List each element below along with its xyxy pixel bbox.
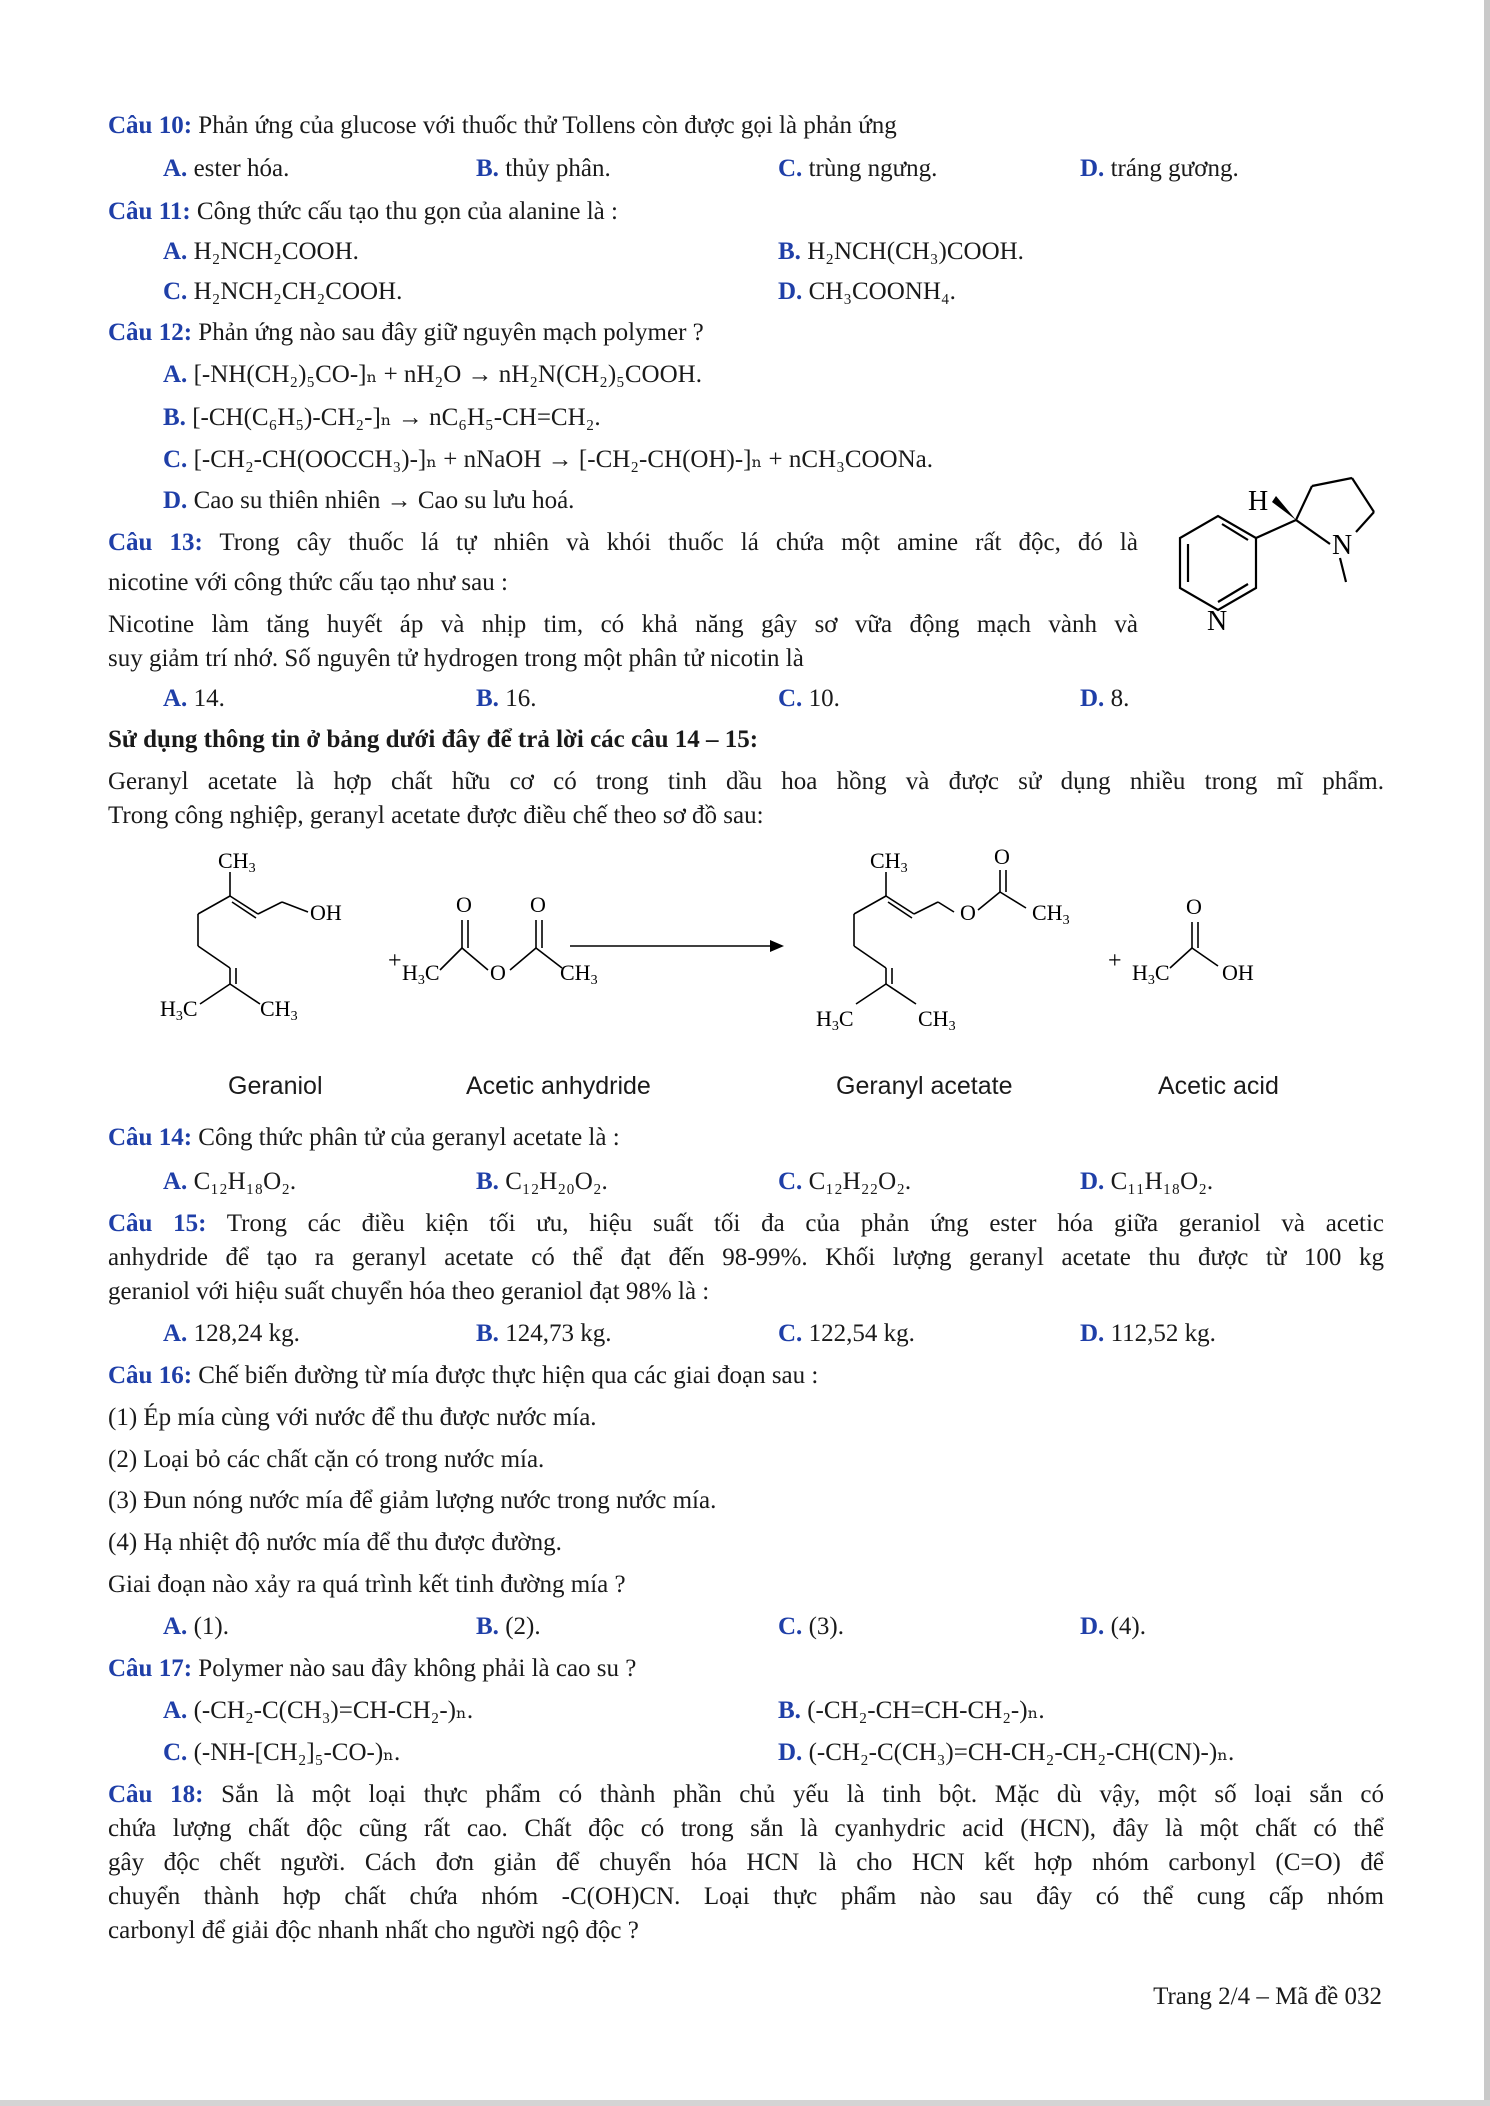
svg-text:O: O (1186, 894, 1202, 919)
reaction-scheme (160, 844, 1330, 1050)
q17-option-d[interactable]: D. (-CH₂-C(CH₃)=CH-CH₂-CH₂-CH(CN)-)ₙ. (778, 1739, 1235, 1766)
q13-label: Câu 13: (108, 529, 203, 556)
q11-stem (108, 196, 1384, 228)
q16-step-4: (4) Hạ nhiệt độ nước mía để thu được đường. (108, 1529, 562, 1556)
q11-option-d[interactable]: D. CH₃COONH₄. (778, 278, 956, 305)
q11-option-a[interactable]: A. H₂NCH₂COOH. (163, 238, 359, 265)
page-edge-right (1484, 0, 1490, 2106)
q10-label: Câu 10: (108, 112, 193, 139)
caption-acetic-acid: Acetic acid (1158, 1072, 1279, 1100)
q12-option-a[interactable]: A. [-NH(CH₂)₅CO-]ₙ + nH₂O → nH₂N(CH₂)₅COOH. (163, 361, 702, 388)
q17-option-b[interactable]: B. (-CH₂-CH=CH-CH₂-)ₙ. (778, 1697, 1045, 1724)
q11-label: Câu 11: (108, 198, 191, 225)
svg-text:+: + (388, 948, 402, 974)
svg-text:O: O (960, 900, 976, 925)
q18-label: Câu 18: (108, 1781, 204, 1808)
q13-stem-line3: Nicotine làm tăng huyết áp và nhịp tim, có khả năng gây sơ vữa động mạch vành và (108, 611, 1138, 638)
q13-option-b[interactable]: B. 16. (476, 685, 537, 712)
q11-option-b[interactable]: B. H₂NCH(CH₃)COOH. (778, 238, 1024, 265)
q13-stem-line4: suy giảm trí nhớ. Số nguyên tử hydrogen trong một phân tử nicotin là (108, 645, 804, 672)
q18-stem-line1: Câu 18: Sắn là một loại thực phẩm có thành phần chủ yếu là tinh bột. Mặc dù vậy, một số loại sắn có (108, 1781, 1384, 1808)
q12-option-c[interactable]: C. [-CH₂-CH(OOCCH₃)-]ₙ + nNaOH → [-CH₂-CH(OH)-]ₙ + nCH₃COONa. (163, 446, 934, 473)
q15-option-b[interactable]: B. 124,73 kg. (476, 1320, 612, 1347)
q17-option-a[interactable]: A. (-CH₂-C(CH₃)=CH-CH₂-)ₙ. (163, 1697, 474, 1724)
q10-stem (108, 110, 1384, 142)
q16-step-1: (1) Ép mía cùng với nước để thu được nước mía. (108, 1404, 597, 1431)
q10-text: Phản ứng của glucose với thuốc thử Tollens còn được gọi là phản ứng (198, 112, 897, 139)
q15-option-c[interactable]: C. 122,54 kg. (778, 1320, 915, 1347)
svg-text:H3C: H3C (402, 960, 440, 988)
svg-text:OH: OH (1222, 960, 1254, 985)
caption-acetic-anhydride: Acetic anhydride (466, 1072, 651, 1100)
caption-geranyl-acetate: Geranyl acetate (836, 1072, 1013, 1100)
q13-option-a[interactable]: A. 14. (163, 685, 225, 712)
q17-label: Câu 17: (108, 1655, 193, 1682)
svg-text:CH3: CH3 (260, 996, 298, 1024)
q16-question: Giai đoạn nào xảy ra quá trình kết tinh đường mía ? (108, 1571, 626, 1598)
info-line2: Trong công nghiệp, geranyl acetate được điều chế theo sơ đồ sau: (108, 802, 764, 829)
caption-geraniol: Geraniol (228, 1072, 323, 1100)
q18-stem-line3: gây độc chết người. Cách đơn giản để chuyển hóa HCN là cho HCN kết hợp nhóm carbonyl (C=O) để (108, 1849, 1384, 1876)
q10-option-d[interactable]: D. tráng gương. (1080, 155, 1239, 182)
q13-stem-line1: Câu 13: Trong cây thuốc lá tự nhiên và khói thuốc lá chứa một amine rất độc, đó là (108, 529, 1138, 556)
svg-text:OH: OH (310, 900, 342, 925)
page-edge-bottom (0, 2100, 1490, 2106)
q14-option-a[interactable]: A. C₁₂H₁₈O₂. (163, 1168, 297, 1195)
q11-option-c[interactable]: C. H₂NCH₂CH₂COOH. (163, 278, 403, 305)
info-line1: Geranyl acetate là hợp chất hữu cơ có trong tinh dầu hoa hồng và được sử dụng nhiều trong mĩ phẩm. (108, 768, 1384, 795)
svg-text:CH3: CH3 (870, 848, 908, 876)
q13-option-c[interactable]: C. 10. (778, 685, 840, 712)
page-footer: Trang 2/4 – Mã đề 032 (1153, 1983, 1382, 2010)
nicotine-structure (1160, 470, 1390, 640)
svg-text:H3C: H3C (816, 1006, 854, 1034)
q14-option-d[interactable]: D. C₁₁H₁₈O₂. (1080, 1168, 1214, 1195)
q15-stem-line2: anhydride để tạo ra geranyl acetate có thể đạt đến 98-99%. Khối lượng geranyl acetate thu được từ 100 kg (108, 1244, 1384, 1271)
q16-label: Câu 16: (108, 1362, 193, 1389)
q16-step-3: (3) Đun nóng nước mía để giảm lượng nước trong nước mía. (108, 1487, 717, 1514)
q18-stem-line4: chuyển thành hợp chất chứa nhóm -C(OH)CN. Loại thực phẩm nào sau đây có thể cung cấp nhóm (108, 1883, 1384, 1910)
q18-stem-line2: chứa lượng chất độc cũng rất cao. Chất độc có trong sắn là cyanhydric acid (HCN), đây là một chất có thể (108, 1815, 1384, 1842)
q12-stem (108, 317, 1384, 349)
q16-option-b[interactable]: B. (2). (476, 1613, 541, 1640)
q15-stem-line1: Câu 15: Trong các điều kiện tối ưu, hiệu suất tối đa của phản ứng ester hóa giữa geraniol và acetic (108, 1210, 1384, 1237)
q15-option-a[interactable]: A. 128,24 kg. (163, 1320, 300, 1347)
svg-text:CH3: CH3 (560, 960, 598, 988)
q17-option-c[interactable]: C. (-NH-[CH₂]₅-CO-)ₙ. (163, 1739, 401, 1766)
nicotine-n-pyridine-label: N (1207, 606, 1228, 637)
svg-text:CH3: CH3 (218, 848, 256, 876)
svg-text:H3C: H3C (160, 996, 198, 1024)
q17-stem: Câu 17: Polymer nào sau đây không phải là cao su ? (108, 1655, 637, 1682)
q16-option-c[interactable]: C. (3). (778, 1613, 844, 1640)
svg-text:CH3: CH3 (918, 1006, 956, 1034)
q10-option-a[interactable]: A. ester hóa. (163, 155, 290, 182)
q12-text: Phản ứng nào sau đây giữ nguyên mạch polymer ? (198, 319, 704, 346)
q10-option-b[interactable]: B. thủy phân. (476, 155, 611, 182)
q13-stem-line2: nicotine với công thức cấu tạo như sau : (108, 569, 508, 596)
q15-stem-line3: geraniol với hiệu suất chuyển hóa theo geraniol đạt 98% là : (108, 1278, 710, 1305)
q14-option-c[interactable]: C. C₁₂H₂₂O₂. (778, 1168, 912, 1195)
q14-label: Câu 14: (108, 1124, 193, 1151)
q16-stem: Câu 16: Chế biến đường từ mía được thực hiện qua các giai đoạn sau : (108, 1362, 819, 1389)
q11-text: Công thức cấu tạo thu gọn của alanine là : (196, 198, 618, 225)
svg-text:CH3: CH3 (1032, 900, 1070, 928)
nicotine-h-label: H (1248, 486, 1269, 517)
q16-option-d[interactable]: D. (4). (1080, 1613, 1146, 1640)
svg-text:O: O (456, 892, 472, 917)
q12-option-d[interactable]: D. Cao su thiên nhiên → Cao su lưu hoá. (163, 487, 575, 514)
q13-option-d[interactable]: D. 8. (1080, 685, 1130, 712)
q10-option-c[interactable]: C. trùng ngưng. (778, 155, 938, 182)
q16-option-a[interactable]: A. (1). (163, 1613, 229, 1640)
svg-text:O: O (530, 892, 546, 917)
svg-text:H3C: H3C (1132, 960, 1170, 988)
svg-text:+: + (1108, 948, 1122, 974)
q18-stem-line5: carbonyl để giải độc nhanh nhất cho người ngộ độc ? (108, 1917, 639, 1944)
info-heading: Sử dụng thông tin ở bảng dưới đây để trả lời các câu 14 – 15: (108, 726, 759, 753)
svg-text:O: O (994, 844, 1010, 869)
q14-option-b[interactable]: B. C₁₂H₂₀O₂. (476, 1168, 608, 1195)
q15-label: Câu 15: (108, 1210, 207, 1237)
q12-option-b[interactable]: B. [-CH(C₆H₅)-CH₂-]ₙ → nC₆H₅-CH=CH₂. (163, 404, 601, 431)
q15-option-d[interactable]: D. 112,52 kg. (1080, 1320, 1216, 1347)
q12-label: Câu 12: (108, 319, 193, 346)
svg-text:O: O (490, 960, 506, 985)
q14-stem: Câu 14: Công thức phân tử của geranyl acetate là : (108, 1124, 620, 1151)
q16-step-2: (2) Loại bỏ các chất cặn có trong nước mía. (108, 1446, 545, 1473)
nicotine-n-ring-label: N (1332, 530, 1353, 561)
